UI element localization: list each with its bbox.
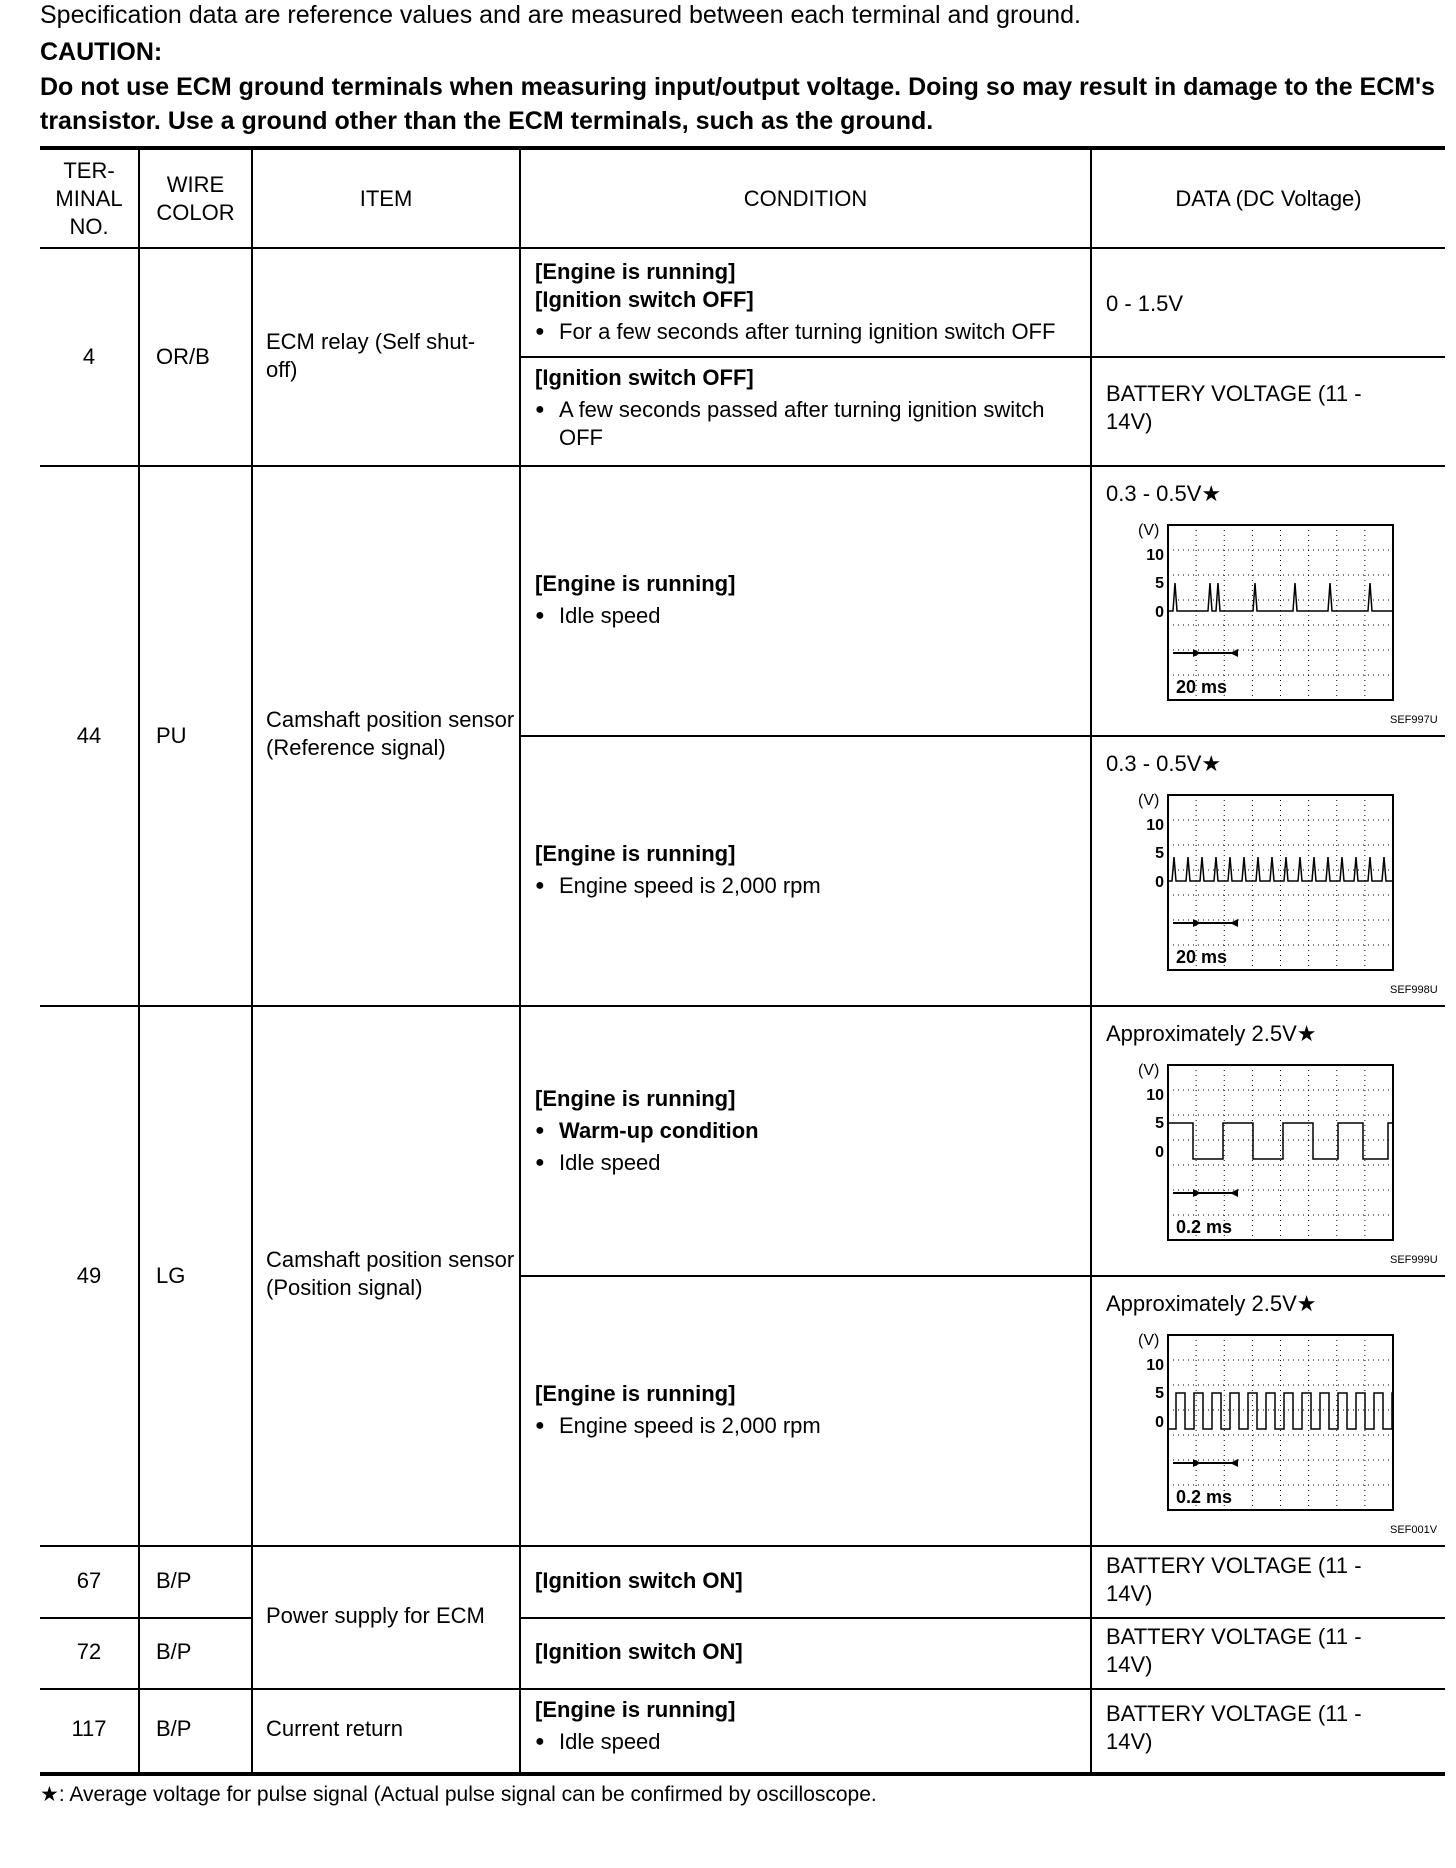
- item-4: ECM relay (Self shut-off): [266, 329, 476, 382]
- svg-text:0: 0: [1155, 1414, 1164, 1431]
- item-117: Current return: [266, 1716, 403, 1741]
- svg-text:5: 5: [1155, 845, 1164, 862]
- condition-4b: [Ignition switch OFF] ● A few seconds passed after turning ignition switch OFF: [535, 364, 1085, 452]
- condition-117: [Engine is running] ● Idle speed: [535, 1696, 1085, 1756]
- svg-text:10: 10: [1146, 1357, 1164, 1374]
- scope-frame: [1168, 1335, 1393, 1510]
- data-67: BATTERY VOLTAGE (11 - 14V): [1106, 1553, 1362, 1606]
- svg-text:5: 5: [1155, 1385, 1164, 1402]
- svg-text:(V): (V): [1138, 1332, 1160, 1349]
- header-condition: CONDITION: [743, 185, 868, 211]
- svg-text:0: 0: [1155, 1144, 1164, 1161]
- scope-frame: [1168, 525, 1393, 700]
- terminal-44: 44: [76, 723, 102, 748]
- wire-67: B/P: [156, 1568, 192, 1593]
- svg-text:20 ms: 20 ms: [1176, 947, 1228, 967]
- data-44b: 0.3 - 0.5V★: [1106, 751, 1222, 776]
- item-67-72: Power supply for ECM: [266, 1603, 485, 1628]
- condition-44a: [Engine is running] ● Idle speed: [535, 570, 1085, 630]
- svg-text:5: 5: [1155, 575, 1164, 592]
- scope-2000-pos: [1125, 1325, 1445, 1540]
- terminal-table: [40, 146, 1445, 1776]
- header-wire: WIRE COLOR: [156, 171, 235, 225]
- svg-text:0.2 ms: 0.2 ms: [1176, 1487, 1233, 1507]
- header-data: DATA (DC Voltage): [1175, 185, 1362, 211]
- scope-idle-pos: [1125, 1055, 1445, 1270]
- scope-idle-ref: [1125, 515, 1445, 730]
- terminal-49: 49: [76, 1263, 102, 1288]
- condition-49a: [Engine is running] ● Warm-up condition ● Idle speed: [535, 1085, 1085, 1177]
- footnote: ★: Average voltage for pulse signal (Actual pulse signal can be confirmed by oscilloscope.: [40, 1783, 877, 1806]
- item-49: Camshaft position sensor (Position signal): [266, 1247, 515, 1300]
- intro-text: Specification data are reference values and are measured between each terminal and ground.: [40, 1, 1081, 29]
- svg-text:(V): (V): [1138, 522, 1160, 539]
- item-44: Camshaft position sensor (Reference signal): [266, 707, 515, 760]
- svg-text:0: 0: [1155, 874, 1164, 891]
- svg-text:SEF001V: SEF001V: [1390, 1524, 1438, 1536]
- svg-text:SEF997U: SEF997U: [1390, 714, 1438, 726]
- wire-117: B/P: [156, 1716, 192, 1741]
- condition-72: [Ignition switch ON]: [535, 1639, 743, 1664]
- svg-text:5: 5: [1155, 1115, 1164, 1132]
- svg-text:(V): (V): [1138, 1062, 1160, 1079]
- data-44a: 0.3 - 0.5V★: [1106, 481, 1222, 506]
- condition-44b: [Engine is running] ● Engine speed is 2,000 rpm: [535, 840, 1085, 900]
- wire-4: OR/B: [156, 344, 210, 369]
- terminal-4: 4: [82, 344, 96, 369]
- condition-49b: [Engine is running] ● Engine speed is 2,000 rpm: [535, 1380, 1085, 1440]
- svg-text:SEF999U: SEF999U: [1390, 1254, 1438, 1266]
- caution-heading: CAUTION:: [40, 38, 163, 66]
- data-4b: BATTERY VOLTAGE (11 - 14V): [1106, 381, 1362, 434]
- scope-2000-ref: [1125, 785, 1445, 1000]
- condition-4a: [Engine is running] [Ignition switch OFF] ● For a few seconds after turning ignition switch OFF: [535, 258, 1085, 346]
- svg-text:10: 10: [1146, 817, 1164, 834]
- terminal-117: 117: [71, 1716, 107, 1741]
- data-49a: Approximately 2.5V★: [1106, 1021, 1317, 1046]
- header-terminal: TER- MINAL NO.: [55, 157, 123, 239]
- wire-72: B/P: [156, 1639, 192, 1664]
- data-49b: Approximately 2.5V★: [1106, 1291, 1317, 1316]
- svg-text:10: 10: [1146, 1087, 1164, 1104]
- wire-44: PU: [156, 723, 187, 748]
- header-item: ITEM: [359, 185, 413, 211]
- data-117: BATTERY VOLTAGE (11 - 14V): [1106, 1701, 1362, 1754]
- svg-text:0.2 ms: 0.2 ms: [1176, 1217, 1233, 1237]
- svg-text:20 ms: 20 ms: [1176, 677, 1228, 697]
- scope-waveform: [1168, 583, 1393, 611]
- caution-text: Do not use ECM ground terminals when measuring input/output voltage. Doing so may result in damage to the ECM's transistor. Use a ground other than the ECM terminals, such as the ground.: [40, 73, 1435, 135]
- data-4a: 0 - 1.5V: [1106, 291, 1184, 316]
- wire-49: LG: [156, 1263, 186, 1288]
- svg-text:(V): (V): [1138, 792, 1160, 809]
- condition-67: [Ignition switch ON]: [535, 1568, 743, 1593]
- terminal-67: 67: [76, 1568, 102, 1593]
- terminal-72: 72: [76, 1639, 102, 1664]
- svg-text:0: 0: [1155, 604, 1164, 621]
- scope-frame: [1168, 1065, 1393, 1240]
- data-72: BATTERY VOLTAGE (11 - 14V): [1106, 1624, 1362, 1677]
- svg-text:SEF998U: SEF998U: [1390, 984, 1438, 996]
- svg-text:10: 10: [1146, 547, 1164, 564]
- scope-frame: [1168, 795, 1393, 970]
